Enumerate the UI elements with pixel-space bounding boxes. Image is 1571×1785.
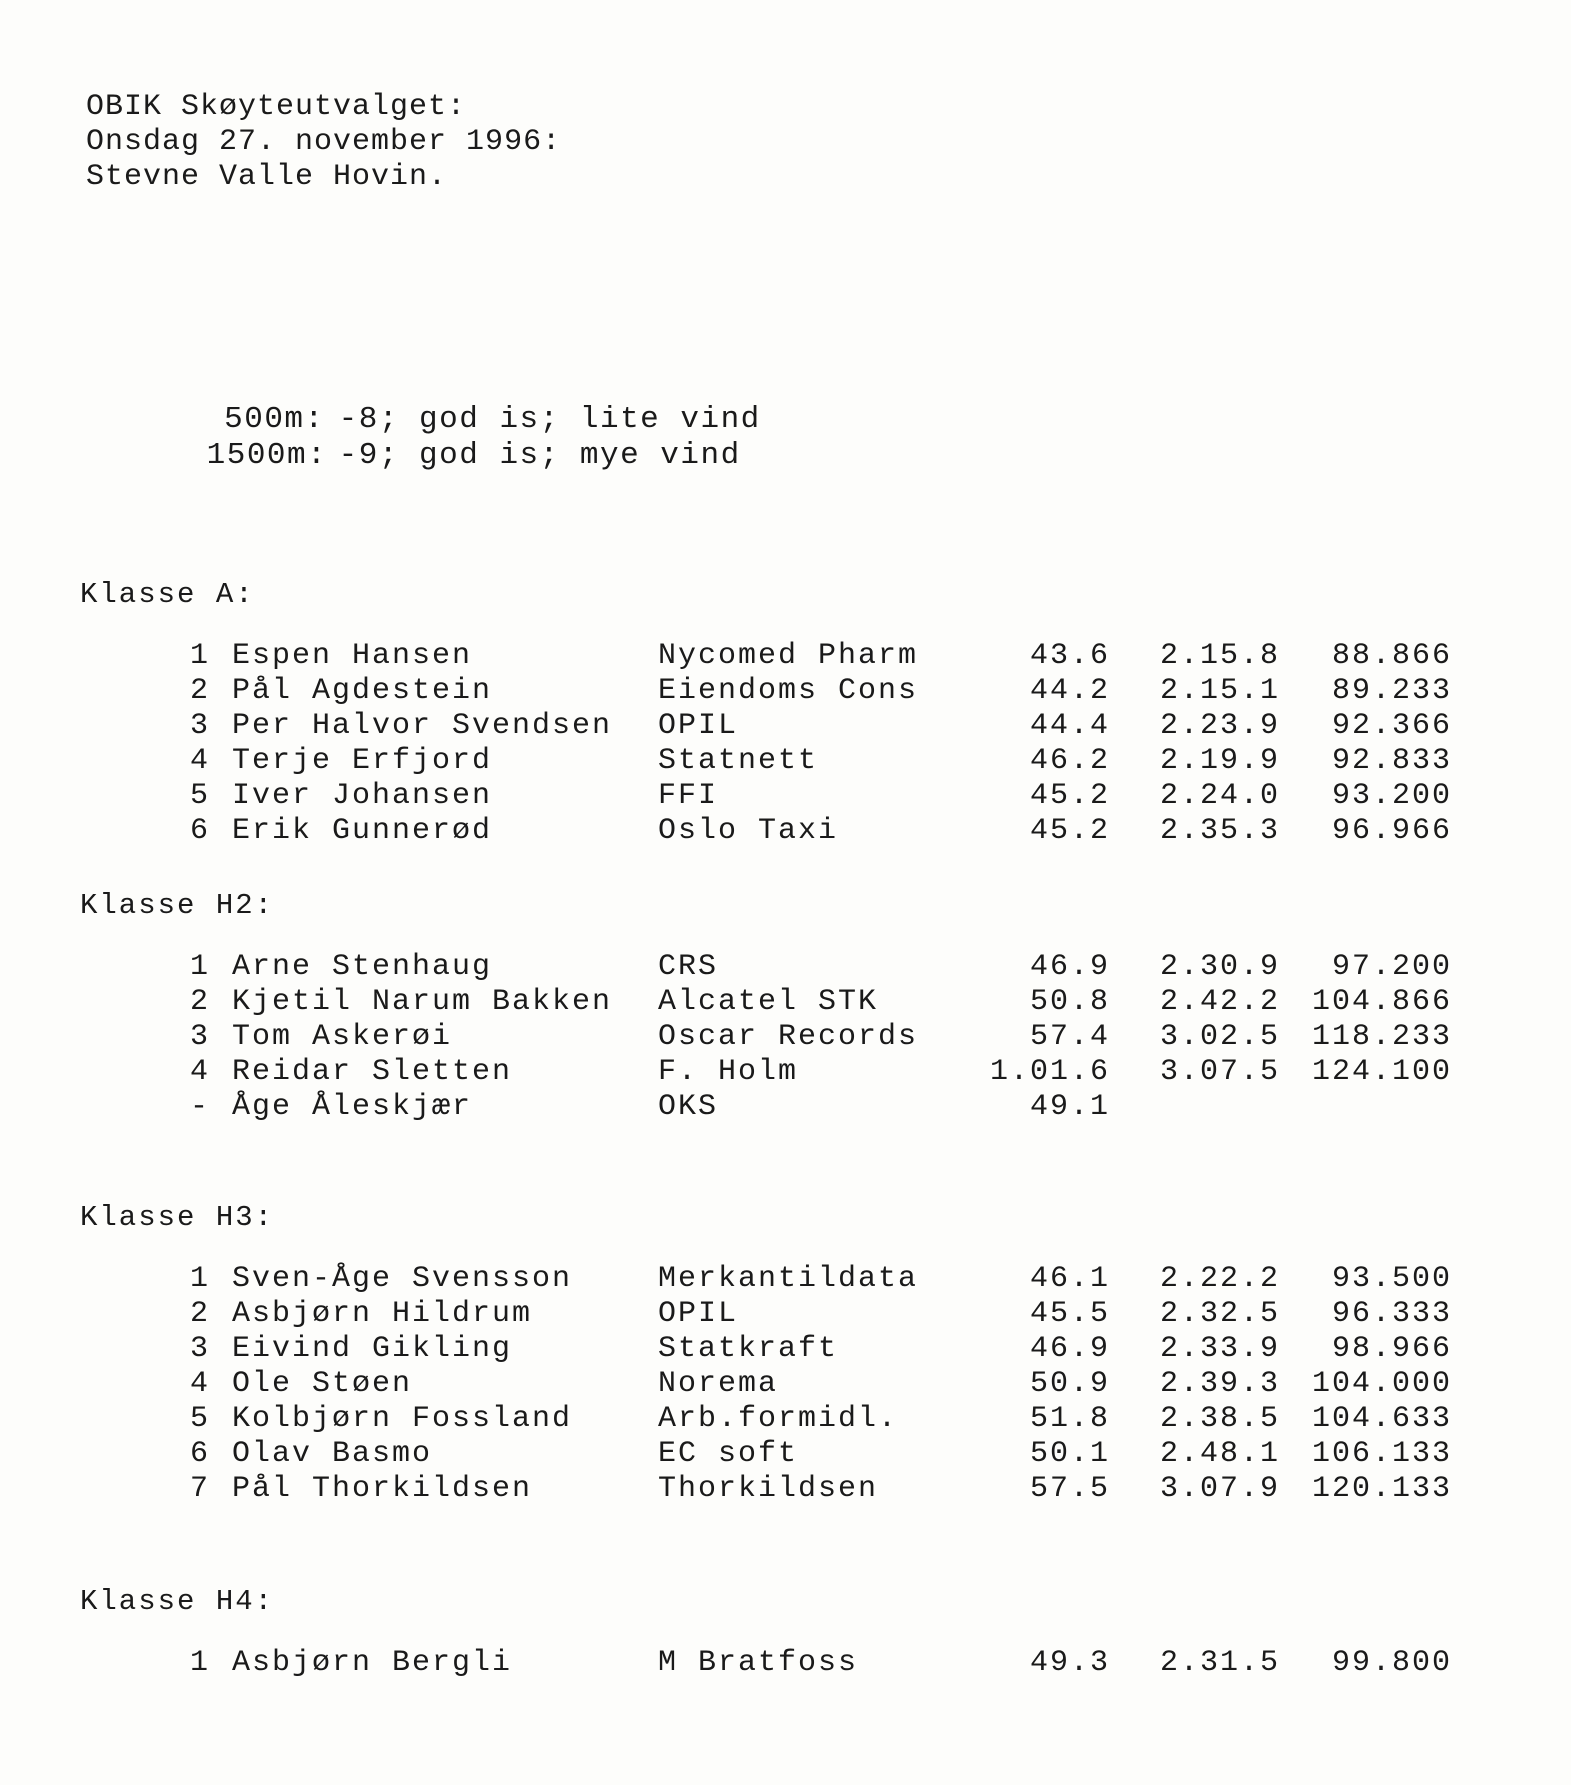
time-1500m: 2.30.9 (1159, 950, 1280, 984)
club: EC soft (658, 1437, 799, 1471)
skater-name: Erik Gunnerød (232, 814, 493, 848)
points: 92.366 (1331, 709, 1452, 743)
skater-name: Åge Åleskjær (232, 1090, 473, 1124)
race-conditions (86, 366, 761, 473)
condition-text: -9; god is; mye vind (338, 438, 741, 473)
place: 1 (189, 1646, 210, 1680)
place: 2 (189, 674, 210, 708)
result-row (80, 1055, 1480, 1090)
condition-text: -8; god is; lite vind (338, 402, 761, 437)
club: Eiendoms Cons (658, 674, 919, 708)
skater-name: Pål Thorkildsen (232, 1472, 533, 1506)
time-1500m: 2.15.8 (1159, 639, 1280, 673)
time-1500m: 2.32.5 (1159, 1297, 1280, 1331)
class-section-h4 (80, 1582, 1480, 1681)
time-500m: 57.5 (1029, 1472, 1110, 1506)
class-title: Klasse H3: (80, 1201, 275, 1234)
time-1500m: 3.07.5 (1159, 1055, 1280, 1089)
time-1500m: 2.24.0 (1159, 779, 1280, 813)
result-row (80, 1332, 1480, 1367)
points: 97.200 (1331, 950, 1452, 984)
club: Nycomed Pharm (658, 639, 919, 673)
club: Alcatel STK (658, 985, 879, 1019)
club: Arb.formidl. (658, 1402, 899, 1436)
header-organization: OBIK Skøyteutvalget: (86, 90, 467, 124)
club: Merkantildata (658, 1262, 919, 1296)
class-title: Klasse A: (80, 578, 255, 611)
time-500m: 51.8 (1029, 1402, 1110, 1436)
skater-name: Arne Stenhaug (232, 950, 493, 984)
time-500m: 46.1 (1029, 1262, 1110, 1296)
results-list (80, 950, 1480, 1125)
club: M Bratfoss (658, 1646, 859, 1680)
result-row (80, 1646, 1480, 1681)
time-500m: 45.2 (1029, 779, 1110, 813)
result-row (80, 709, 1480, 744)
skater-name: Eivind Gikling (232, 1332, 513, 1366)
result-row (80, 985, 1480, 1020)
skater-name: Kjetil Narum Bakken (232, 985, 613, 1019)
time-500m: 57.4 (1029, 1020, 1110, 1054)
result-row (80, 1402, 1480, 1437)
time-1500m: 2.19.9 (1159, 744, 1280, 778)
points: 118.233 (1311, 1020, 1452, 1054)
time-500m: 46.9 (1029, 1332, 1110, 1366)
club: OPIL (658, 709, 739, 743)
time-1500m: 2.22.2 (1159, 1262, 1280, 1296)
results-list (80, 639, 1480, 849)
time-1500m: 2.38.5 (1159, 1402, 1280, 1436)
place: 6 (189, 1437, 210, 1471)
skater-name: Tom Askerøi (232, 1020, 453, 1054)
time-500m: 45.5 (1029, 1297, 1110, 1331)
class-title: Klasse H2: (80, 889, 275, 922)
points: 93.200 (1331, 779, 1452, 813)
points: 89.233 (1331, 674, 1452, 708)
time-500m: 50.8 (1029, 985, 1110, 1019)
club: Statkraft (658, 1332, 839, 1366)
result-row (80, 779, 1480, 814)
club: Thorkildsen (658, 1472, 879, 1506)
place: 7 (189, 1472, 210, 1506)
club: OKS (658, 1090, 719, 1124)
points: 120.133 (1311, 1472, 1452, 1506)
result-row (80, 950, 1480, 985)
header-date: Onsdag 27. november 1996: (86, 125, 562, 159)
place: 1 (189, 950, 210, 984)
result-row (80, 639, 1480, 674)
place: 3 (189, 1332, 210, 1366)
skater-name: Espen Hansen (232, 639, 473, 673)
result-row (80, 1367, 1480, 1402)
skater-name: Asbjørn Hildrum (232, 1297, 533, 1331)
place: 2 (189, 1297, 210, 1331)
result-row (80, 1472, 1480, 1507)
result-row (80, 1437, 1480, 1472)
club: CRS (658, 950, 719, 984)
points: 98.966 (1331, 1332, 1452, 1366)
time-500m: 45.2 (1029, 814, 1110, 848)
place: 1 (189, 639, 210, 673)
points: 104.633 (1311, 1402, 1452, 1436)
place: 4 (189, 1367, 210, 1401)
skater-name: Iver Johansen (232, 779, 493, 813)
club: Statnett (658, 744, 819, 778)
time-1500m: 3.02.5 (1159, 1020, 1280, 1054)
time-1500m: 2.15.1 (1159, 674, 1280, 708)
time-1500m: 2.39.3 (1159, 1367, 1280, 1401)
time-1500m: 2.31.5 (1159, 1646, 1280, 1680)
points: 96.333 (1331, 1297, 1452, 1331)
skater-name: Pål Agdestein (232, 674, 493, 708)
skater-name: Sven-Åge Svensson (232, 1262, 573, 1296)
time-500m: 50.9 (1029, 1367, 1110, 1401)
skater-name: Olav Basmo (232, 1437, 433, 1471)
skater-name: Terje Erfjord (232, 744, 493, 778)
skater-name: Ole Støen (232, 1367, 413, 1401)
club: F. Holm (658, 1055, 799, 1089)
points: 106.133 (1311, 1437, 1452, 1471)
skater-name: Reidar Sletten (232, 1055, 513, 1089)
points: 99.800 (1331, 1646, 1452, 1680)
skater-name: Kolbjørn Fossland (232, 1402, 573, 1436)
header-venue: Stevne Valle Hovin. (86, 160, 448, 194)
place: 3 (189, 1020, 210, 1054)
time-1500m: 2.23.9 (1159, 709, 1280, 743)
time-1500m: 2.33.9 (1159, 1332, 1280, 1366)
results-list (80, 1646, 1480, 1681)
points: 93.500 (1331, 1262, 1452, 1296)
time-500m: 44.2 (1029, 674, 1110, 708)
result-row (80, 744, 1480, 779)
class-section-h2 (80, 886, 1480, 1125)
place: 3 (189, 709, 210, 743)
points: 96.966 (1331, 814, 1452, 848)
club: OPIL (658, 1297, 739, 1331)
place: 4 (189, 744, 210, 778)
place: 5 (189, 1402, 210, 1436)
club: Norema (658, 1367, 779, 1401)
time-1500m: 2.35.3 (1159, 814, 1280, 848)
place: 1 (189, 1262, 210, 1296)
condition-row (86, 366, 761, 437)
result-row (80, 1020, 1480, 1055)
result-row (80, 674, 1480, 709)
points: 104.866 (1311, 985, 1452, 1019)
place: - (189, 1090, 210, 1124)
time-500m: 49.1 (1029, 1090, 1110, 1124)
result-row (80, 1262, 1480, 1297)
points: 88.866 (1331, 639, 1452, 673)
class-section-a (80, 575, 1480, 849)
condition-distance: 1500m: (206, 438, 328, 473)
place: 5 (189, 779, 210, 813)
time-1500m: 3.07.9 (1159, 1472, 1280, 1506)
time-500m: 49.3 (1029, 1646, 1110, 1680)
class-title: Klasse H4: (80, 1585, 275, 1618)
condition-distance: 500m: (224, 402, 325, 437)
club: Oscar Records (658, 1020, 919, 1054)
skater-name: Per Halvor Svendsen (232, 709, 613, 743)
document-header (86, 90, 561, 195)
results-list (80, 1262, 1480, 1507)
result-row (80, 1090, 1480, 1125)
place: 4 (189, 1055, 210, 1089)
result-row (80, 1297, 1480, 1332)
time-500m: 1.01.6 (989, 1055, 1110, 1089)
time-500m: 43.6 (1029, 639, 1110, 673)
time-500m: 50.1 (1029, 1437, 1110, 1471)
result-row (80, 814, 1480, 849)
time-500m: 46.2 (1029, 744, 1110, 778)
points: 104.000 (1311, 1367, 1452, 1401)
club: Oslo Taxi (658, 814, 839, 848)
time-500m: 44.4 (1029, 709, 1110, 743)
place: 2 (189, 985, 210, 1019)
club: FFI (658, 779, 719, 813)
points: 92.833 (1331, 744, 1452, 778)
place: 6 (189, 814, 210, 848)
class-section-h3 (80, 1198, 1480, 1507)
skater-name: Asbjørn Bergli (232, 1646, 513, 1680)
time-1500m: 2.42.2 (1159, 985, 1280, 1019)
time-500m: 46.9 (1029, 950, 1110, 984)
time-1500m: 2.48.1 (1159, 1437, 1280, 1471)
points: 124.100 (1311, 1055, 1452, 1089)
